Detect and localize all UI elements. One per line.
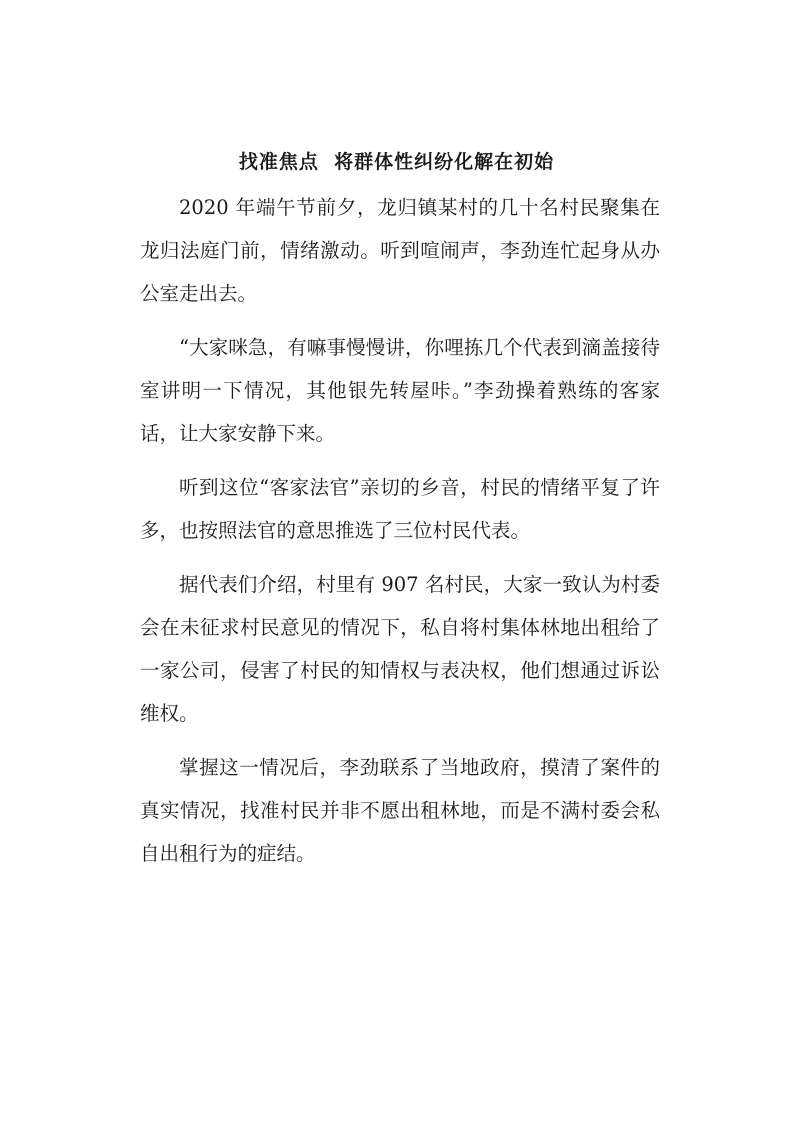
paragraph: 2020 年端午节前夕，龙归镇某村的几十名村民聚集在龙归法庭门前，情绪激动。听到喧闹声，李劲连忙起身从办公室走出去。	[140, 196, 660, 305]
document-body	[140, 186, 660, 886]
paragraph: 据代表们介绍，村里有 907 名村民，大家一致认为村委会在未征求村民意见的情况下，私自将村集体林地出租给了一家公司，侵害了村民的知情权与表决权，他们想通过诉讼维权。	[140, 573, 660, 725]
paragraph: “大家咪急，有嘛事慢慢讲，你哩拣几个代表到滴盖接待室讲明一下情况，其他银先转屋咔。”李劲操着熟练的客家话，让大家安静下来。	[140, 336, 660, 445]
paragraph: 掌握这一情况后，李劲联系了当地政府，摸清了案件的真实情况，找准村民并非不愿出租林地，而是不满村委会私自出租行为的症结。	[140, 756, 660, 865]
paragraph: 听到这位“客家法官”亲切的乡音，村民的情绪平复了许多，也按照法官的意思推选了三位村民代表。	[140, 476, 660, 542]
document-title: 找准焦点 将群体性纠纷化解在初始	[238, 151, 555, 173]
